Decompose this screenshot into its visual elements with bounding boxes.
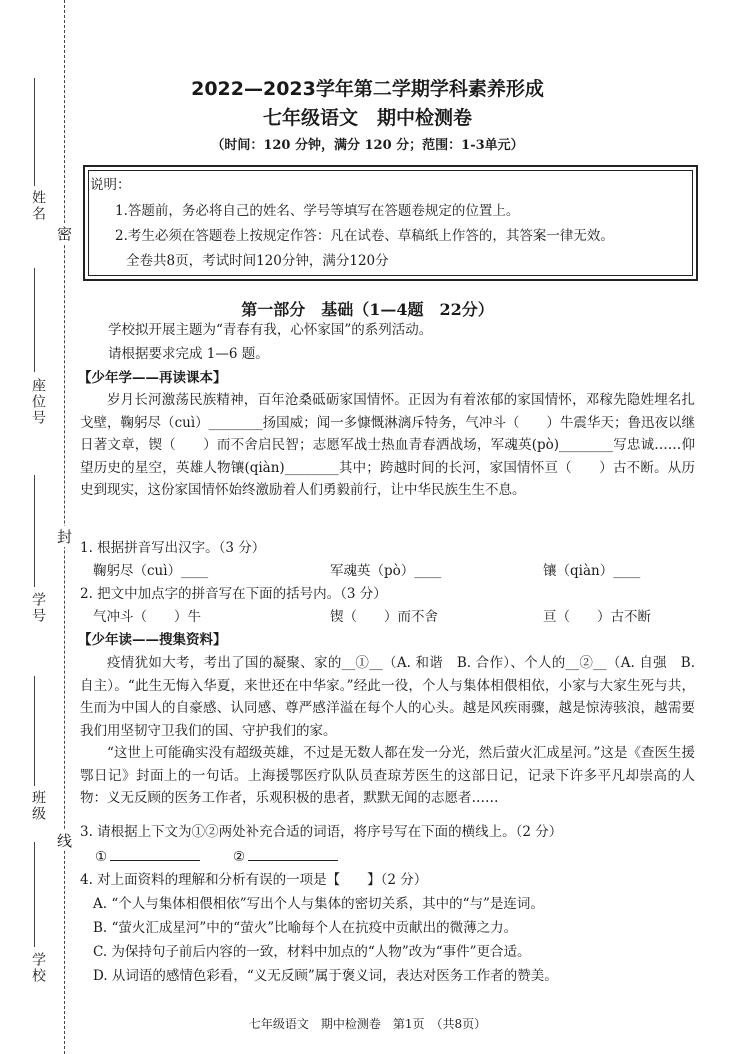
student-id-field-line — [34, 475, 35, 587]
seal-mark-mi: 密 — [57, 225, 73, 243]
class-field-line — [34, 676, 35, 786]
section-b-paragraph-1: 疫情犹如大考，考出了国的凝聚、家的__①__（A. 和谐 B. 合作）、个人的__②__（A. 自强 B. 自主）。“此生无悔入华夏，来世还在中华家。”经此一役，个人与集体相偎相依，小家与大家生死与共，生而为中国人的自豪感、认同感、尊严感洋溢在每个人的心头。越是风疾雨骤，越是惊涛骇浪，越需要我们用坚韧守卫我们的国、守护我们的家。 — [80, 655, 695, 739]
seal-mark-feng: 封 — [57, 528, 73, 546]
exam-title: 2022—2023学年第二学期学科素养形成 — [191, 78, 544, 100]
class-label: 班级 — [30, 790, 46, 822]
part1-heading: 第一部分 基础（1—4题 22分） — [241, 300, 494, 319]
student-id-label: 学号 — [30, 592, 46, 624]
exam-info: （时间：120 分钟，满分 120 分；范围：1-3单元） — [211, 138, 524, 153]
q2-item-b: 锲（ ）而不舍 — [330, 609, 438, 625]
q3-blank-1-line[interactable] — [110, 846, 200, 861]
q4-stem: 4. 对上面资料的理解和分析有误的一项是【 】（2 分） — [80, 872, 428, 888]
q1-stem: 1. 根据拼音写出汉字。（3 分） — [80, 540, 266, 556]
section-b-tag: 【少年读——搜集资料】 — [78, 632, 227, 648]
instructions-heading: 说明： — [90, 177, 131, 193]
seal-mark-xian: 线 — [57, 832, 73, 850]
q4-option-d: D. 从词语的感情色彩看，“义无反顾”属于褒义词，表达对医务工作者的赞美。 — [93, 968, 558, 984]
q2-stem: 2. 把文中加点字的拼音写在下面的括号内。（3 分） — [80, 586, 387, 602]
q3-blank-1 — [95, 846, 200, 867]
q3-blank-1-label: ① — [95, 849, 108, 865]
part1-intro-1: 学校拟开展主题为“青春有我，心怀家国”的系列活动。 — [108, 322, 433, 338]
section-a-passage: 岁月长河激荡民族精神，百年沧桑砥砺家国情怀。正因为有着浓郁的家国情怀，邓稼先隐姓埋名扎戈壁，鞠躬尽（cuì）________扬国威；闻一多慷慨淋漓斥特务，气冲斗（ ）牛震华天；鲁迅夜以继日著文章，锲（ ）而不舍启民智；志愿军战士热血青春洒战场，军魂英(pò)________写忠诚……仰望历史的星空，英雄人物镶(qiàn)________其中；跨越时间的长河，家国情怀亘（ ）古不断。从历史到现实，这份家国情怀始终激励着人们勇毅前行，让中华民族生生不息。 — [80, 392, 695, 498]
school-label: 学校 — [30, 952, 46, 984]
instruction-2: 2.考生必须在答题卷上按规定作答：凡在试卷、草稿纸上作答的，其答案一律无效。 — [115, 228, 614, 244]
part1-intro-2: 请根据要求完成 1—6 题。 — [108, 346, 269, 362]
page-footer: 七年级语文 期中检测卷 第1页 （共8页） — [248, 1017, 487, 1031]
school-field-line — [34, 842, 35, 947]
instruction-3: 全卷共8页，考试时间120分钟，满分120分 — [126, 253, 389, 269]
seat-field-line — [34, 268, 35, 372]
q3-stem: 3. 请根据上下文为①②两处补充合适的词语，将序号写在下面的横线上。（2 分） — [80, 824, 563, 840]
q2-item-c: 亘（ ）古不断 — [543, 609, 651, 625]
q1-item-c: 镶（qiàn）____ — [543, 563, 641, 579]
seat-label: 座位号 — [30, 378, 46, 426]
q3-blank-2-label: ② — [233, 849, 246, 865]
section-b-paragraph-2: “这世上可能确实没有超级英雄，不过是无数人都在发一分光，然后萤火汇成星河。”这是《查医生援鄂日记》封面上的一句话。上海援鄂医疗队队员查琼芳医生的这部日记，记录下许多平凡却崇高的人物：义无反顾的医务工作者，乐观积极的患者，默默无闻的志愿者…… — [80, 745, 695, 806]
q1-item-b: 军魂英（pò）____ — [330, 563, 442, 579]
q4-option-b: B. “萤火汇成星河”中的“萤火”比喻每个人在抗疫中贡献出的微薄之力。 — [93, 920, 518, 936]
instruction-1: 1.答题前，务必将自己的姓名、学号等填写在答题卷规定的位置上。 — [115, 203, 520, 219]
q3-blank-2 — [233, 846, 338, 867]
name-label: 姓名 — [30, 190, 46, 222]
q3-blank-2-line[interactable] — [248, 846, 338, 861]
q4-option-a: A. “个人与集体相偎相依”写出个人与集体的密切关系，其中的“与”是连词。 — [93, 896, 544, 912]
exam-subtitle: 七年级语文 期中检测卷 — [262, 107, 472, 129]
q1-item-a: 鞠躬尽（cuì）____ — [93, 563, 209, 579]
q2-item-a: 气冲斗（ ）牛 — [93, 609, 201, 625]
q4-option-c: C. 为保持句子前后内容的一致，材料中加点的“人物”改为“事件”更合适。 — [93, 944, 531, 960]
section-a-tag: 【少年学——再读课本】 — [78, 370, 227, 386]
